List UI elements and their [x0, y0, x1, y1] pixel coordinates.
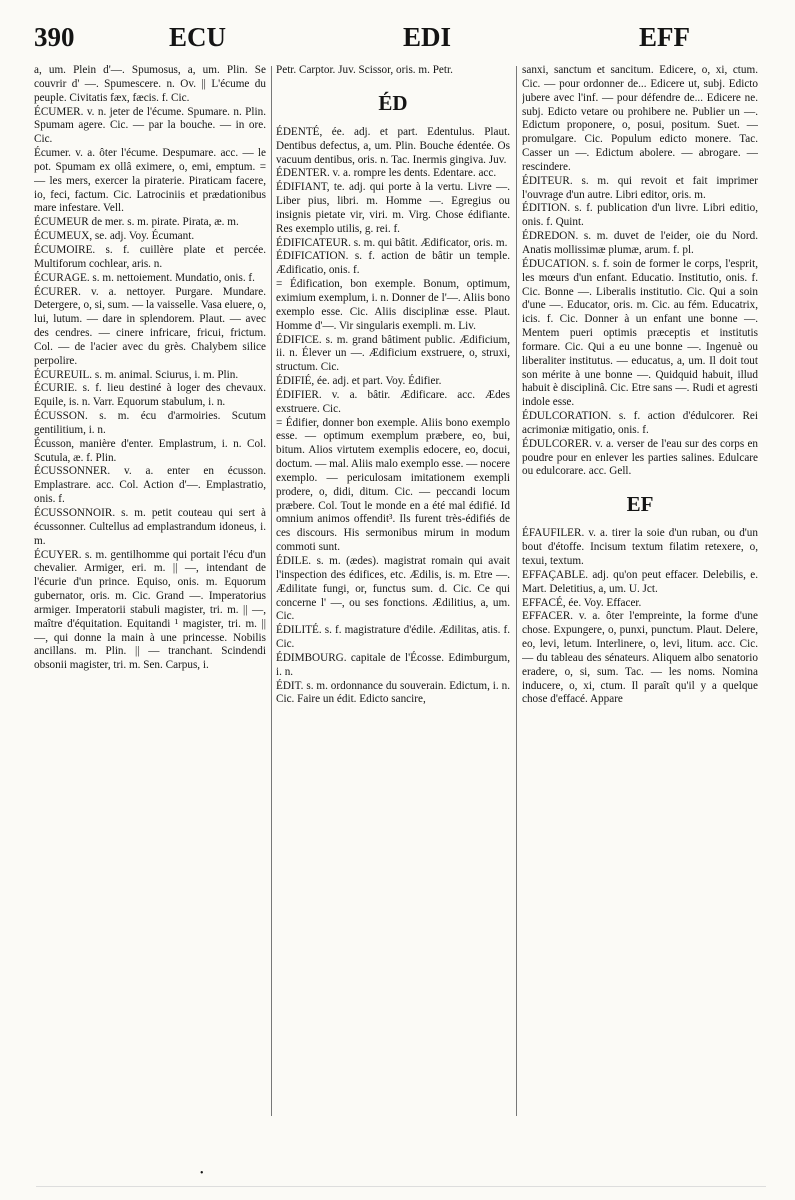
dictionary-entry: ÉDIFICATEUR. s. m. qui bâtit. Ædificator, oris. m.: [276, 236, 508, 249]
guide-word-right: EFF: [639, 22, 690, 52]
dictionary-entry: EFFACÉ, ée. Voy. Effacer.: [522, 596, 642, 609]
dictionary-column-2: [276, 64, 510, 1144]
page-edge-line: [36, 1186, 766, 1187]
dictionary-entry: ÉDENTER. v. a. rompre les dents. Edentare. acc.: [276, 167, 497, 180]
dictionary-entry: ÉDIT. s. m. ordonnance du souverain. Edictum, i. n. Cic. Faire un édit. Edicto sancire,: [276, 679, 510, 706]
dictionary-column-3: [522, 64, 758, 1144]
dictionary-entry: ÉDILITÉ. s. f. magistrature d'édile. Ædilitas, atis. f. Cic.: [276, 624, 510, 651]
dictionary-entry: ÉCUSSONNER. v. a. enter en écusson. Emplastrare. acc. Col. Action d'—. Emplastratio, onis. f.: [34, 465, 266, 506]
guide-word-left: ECU: [169, 22, 227, 52]
dictionary-entry: ÉDIFIER. v. a. bâtir. Ædificare. acc. Ædes exstruere. Cic.: [276, 388, 510, 415]
dictionary-entry: ÉDITEUR. s. m. qui revoit et fait imprimer l'ouvrage d'un autre. Libri editor, oris. m.: [522, 174, 758, 201]
dictionary-entry: ÉCUMOIRE. s. f. cuillère plate et percée. Multiforum cochlear, aris. n.: [34, 243, 266, 270]
dictionary-entry: ÉDREDON. s. m. duvet de l'eider, oie du Nord. Anatis mollissimæ plumæ, arum. f. pl.: [522, 230, 758, 256]
dictionary-entry: EFFAÇABLE. adj. qu'on peut effacer. Delebilis, e. Mart. Deletitius, a, um. U. Jct.: [522, 568, 758, 595]
running-header: [34, 20, 770, 60]
dictionary-column-1: [34, 64, 266, 1144]
dictionary-entry: ÉCUMEUX, se. adj. Voy. Écumant.: [34, 230, 195, 243]
section-heading: ÉD: [378, 90, 408, 115]
dictionary-entry: ÉDIFIÉ, ée. adj. et part. Voy. Édifier.: [276, 375, 442, 388]
section-heading: EF: [626, 492, 654, 517]
dictionary-entry: ÉCUSSON. s. m. écu d'armoiries. Scutum gentilitium, i. n.: [34, 410, 266, 436]
page-number: 390: [34, 22, 75, 52]
column-divider: [516, 66, 517, 1116]
dictionary-entry: sanxi, sanctum et sancitum. Edicere, o, xi, ctum. Cic. — pour ordonner de... Edicere ut, subj. Edicto jubere avec l'inf. — pour défendre de... Edicere ne. subj. Edicto vetare ou prohibere ne. Publier un —. Edictum proponere, o, posui, positum. Suet. — promulgare. Cic. Populum edicto monere. Tac. Casser un —. Edictum abolere. — abrogare. — rescindere.: [522, 64, 758, 173]
dictionary-entry: = Édifier, donner bon exemple. Aliis bono exemplo esse. — optimum exemplum præbere, eo, bui, bitum. Alios virtutem exemplis edocere, eo, docui, doctum. — mal. Aliis malo exemplo esse. — nocere exemplo. — periculosam imitationem exempli prodere, o, didi, ditum. Cic. — peccandi locum præbere. Col. Tout le monde en a été mal édifié. Id omnium animos offendit³. Ils furent très-édifiés de ces discours. His sermonibus mirum in modum commoti sunt.: [276, 416, 510, 554]
dictionary-entry: ÉDULCORER. v. a. verser de l'eau sur des corps en poudre pour en enlever les parties salines. Edulcare ou edulcorare. acc. Gell.: [522, 437, 758, 478]
dictionary-entry: ÉDIFICATION. s. f. action de bâtir un temple. Ædificatio, onis. f.: [276, 250, 510, 277]
dictionary-entry: Petr. Carptor. Juv. Scissor, oris. m. Petr.: [276, 64, 453, 76]
dictionary-entry: ÉCURIE. s. f. lieu destiné à loger des chevaux. Equile, is. n. Varr. Equorum stabulum, i. n.: [34, 382, 266, 409]
dictionary-entry: Écusson, manière d'enter. Emplastrum, i. n. Col. Scutula, æ. f. Plin.: [34, 437, 266, 464]
dictionary-entry: ÉCUYER. s. m. gentilhomme qui portait l'écu d'un chevalier. Armiger, eri. m. || —, intendant de l'écurie d'un prince. Equiso, onis. m. Equorum gubernator, oris. m. Cic. Grand —. Imperatorius armiger. Imperatorii stabuli magister, tri. m. || —, maître d'équitation. Equitandi ¹ magister, tri. m. || —, qui donne la main à une princesse. Nobilis ancillans. m. Plin. || — tranchant. Scindendi obsonii magister, tri. m. Sen. Carpus, i.: [34, 548, 266, 672]
dictionary-entry: ÉCUMER. v. n. jeter de l'écume. Spumare. n. Plin. Spumam agere. Cic. — par la bouche. — in ore. Cic.: [34, 105, 266, 146]
dictionary-entry: ÉDILE. s. m. (ædes). magistrat romain qui avait l'inspection des édifices, etc. Ædilis, is. m. Etre —. Ædilitate fungi, or, functus sum. d. Cic. Ce qui concerne l' —, ou ses fonctions. Ædilitius, a, um. Cic.: [276, 555, 510, 623]
column-divider: [271, 66, 272, 1116]
dictionary-entry: a, um. Plein d'—. Spumosus, a, um. Plin. Se couvrir d' —. Spumescere. n. Ov. || L'écume du peuple. Civitatis fæx, fæcis. f. Cic.: [34, 64, 266, 104]
guide-word-middle: EDI: [403, 22, 452, 52]
dictionary-entry: ÉCUMEUR de mer. s. m. pirate. Pirata, æ. m.: [34, 216, 239, 229]
dictionary-entry: ÉDULCORATION. s. f. action d'édulcorer. Rei acrimoniæ mitigatio, onis. f.: [522, 410, 758, 436]
dictionary-entry: ÉDIFIANT, te. adj. qui porte à la vertu. Livre —. Liber pius, libri. m. Homme —. Egregius ou insignis pietate vir, viri. m. Virg. Chose édifiante. Res exemplo utilis, g. rei. f.: [276, 181, 510, 235]
dictionary-entry: = Édification, bon exemple. Bonum, optimum, eximium exemplum, i. n. Donner de l'—. Aliis bono exemplo esse. Cic. Aliis disciplinæ esse. Plaut. Homme d'—. Vir singularis exempli. m. Liv.: [276, 278, 510, 332]
dictionary-entry: ÉCURAGE. s. m. nettoiement. Mundatio, onis. f.: [34, 271, 255, 284]
dictionary-entry: ÉCURER. v. a. nettoyer. Purgare. Mundare. Detergere, o, si, sum. — la vaisselle. Vasa eluere, o, lui, lutum. — dare in splendorem. Plaut. — avec des cendres. — cinere infricare, fricui, frictum. Col. — de l'acier avec du grès. Chalybem silice perpolire.: [34, 285, 266, 367]
dictionary-entry: Écumer. v. a. ôter l'écume. Despumare. acc. — le pot. Spumam ex ollâ eximere, o, emi, emptum. = — les mers, exercer la piraterie. Piraticam facere, io, feci, factum. Cic. Latrociniis et prædationibus mare infestare. Vell.: [34, 147, 266, 215]
dictionary-entry: ÉFAUFILER. v. a. tirer la soie d'un ruban, ou d'un bout d'étoffe. Incisum textum filatim retexere, o, texui, textum.: [522, 527, 758, 567]
dictionary-entry: ÉCUSSONNOIR. s. m. petit couteau qui sert à écussonner. Cultellus ad emplastrandum idoneus, i. m.: [34, 507, 266, 547]
dictionary-entry: ÉDITION. s. f. publication d'un livre. Libri editio, onis. f. Quint.: [522, 202, 758, 229]
dictionary-entry: ÉDIMBOURG. capitale de l'Écosse. Edimburgum, i. n.: [276, 651, 510, 678]
dictionary-entry: EFFACER. v. a. ôter l'empreinte, la forme d'une chose. Expungere, o, punxi, punctum. Plaut. Delere, eo, levi, letum. Interlinere, o, levi, litum. acc. Cic. — du tableau des sénateurs. Aliquem albo senatorio eradere, o, si, sum. Tac. — les noms. Nomina inducere, o, xi, ctum. Il paraît qu'il y a quelque chose d'effacé. Appare: [522, 610, 758, 706]
dictionary-entry: ÉDUCATION. s. f. soin de former le corps, l'esprit, les mœurs d'un enfant. Educatio. Institutio, onis. f. Cic. Bonne —. Liberalis institutio. Cic. Qui a soin d'une —. Educator, oris. m. Cic. au fém. Educatrix, icis. f. Cic. Donner à un enfant une bonne —. Mentem pueri optimis præceptis et institutis formare. Cic. Qui a eu une bonne —. Ingenuè ou liberaliter institutus. — educatus, a, um. Il doit tout son mérite à une bonne —. Quidquid habuit, illud habuit è disciplinâ. Cic. Etre sans —. Rudi et agresti indole esse.: [522, 257, 758, 409]
printer-mark: •: [200, 1168, 204, 1179]
dictionary-entry: ÉDENTÉ, ée. adj. et part. Edentulus. Plaut. Dentibus defectus, a, um. Plin. Bouche édentée. Os vacuum dentibus, oris. n. Tac. Inermis gingiva. Juv.: [276, 125, 510, 166]
dictionary-entry: ÉDIFICE. s. m. grand bâtiment public. Ædificium, ii. n. Élever un —. Ædificium exstruere, o, struxi, structum. Cic.: [276, 333, 510, 374]
dictionary-entry: ÉCUREUIL. s. m. animal. Sciurus, i. m. Plin.: [34, 368, 239, 381]
